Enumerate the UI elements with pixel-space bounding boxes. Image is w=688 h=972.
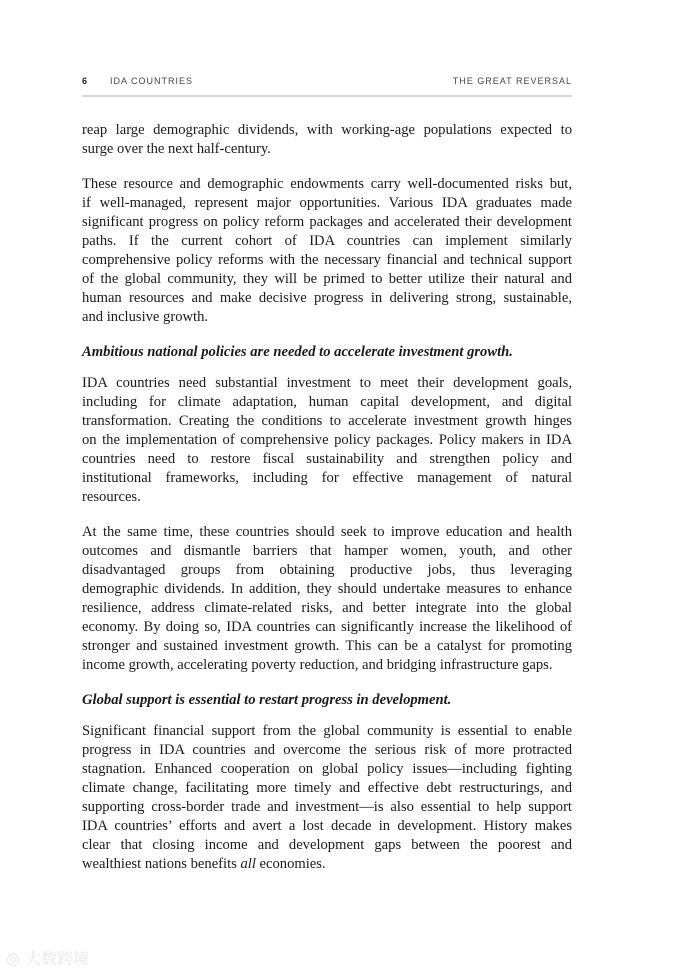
paragraph [82,121,572,159]
watermark [6,946,89,969]
section-heading: Global support is essential to restart progress in development. [82,692,452,708]
paragraph [82,374,572,507]
text-line: These resource and demographic endowments carry well-documented risks but, [82,176,572,192]
text-line: transformation. Creating the conditions to accelerate investment growth hinges [82,413,572,429]
text-line: IDA countries’ efforts and avert a lost decade in development. History makes [82,818,572,834]
text-line: stagnation. Enhanced cooperation on global policy issues—including fighting [82,761,572,777]
text-line: progress in IDA countries and overcome the serious risk of more protracted [82,742,572,758]
text-line: demographic dividends. In addition, they should undertake measures to enhance [82,581,572,597]
text-line: disadvantaged groups from obtaining productive jobs, thus leveraging [82,562,572,578]
text-line: income growth, accelerating poverty reduction, and bridging infrastructure gaps. [82,657,553,673]
text-line [82,855,572,874]
text-line: outcomes and dismantle barriers that hamper women, youth, and other [82,543,572,559]
text-line: reap large demographic dividends, with working-age populations expected to [82,122,572,138]
text-line: paths. If the current cohort of IDA countries can implement similarly [82,233,572,249]
text-line: resilience, address climate-related risks, and better integrate into the global [82,600,572,616]
text-line: on the implementation of comprehensive policy packages. Policy makers in IDA [82,432,572,448]
running-header [82,76,572,88]
watermark-logo-icon: ◎ [6,949,20,968]
text-line: institutional frameworks, including for effective management of natural [82,470,572,486]
emphasis-text: all [240,856,256,872]
text-fragment: wealthiest nations benefits [82,856,241,872]
text-line: IDA countries need substantial investment to meet their development goals, [82,375,572,391]
text-line: resources. [82,489,141,505]
text-line: significant progress on policy reform packages and accelerated their development [82,214,572,230]
text-line: and inclusive growth. [82,309,209,325]
text-line: supporting cross-border trade and investment—is also essential to help support [82,799,572,815]
text-line: At the same time, these countries should seek to improve education and health [82,524,572,540]
text-line: countries need to restore fiscal sustainability and strengthen policy and [82,451,572,467]
text-line: of the global community, they will be primed to better utilize their natural and [82,271,572,287]
text-line: stronger and sustained investment growth. This can be a catalyst for promoting [82,638,572,654]
text-line: comprehensive policy reforms with the necessary financial and technical support [82,252,572,268]
watermark-text: 大数跨境 [25,949,90,968]
text-line: clear that closing income and development gaps between the poorest and [82,837,572,853]
text-line: Significant financial support from the global community is essential to enable [82,723,572,739]
text-line: if well-managed, represent major opportunities. Various IDA graduates made [82,195,572,211]
text-line: climate change, facilitating more timely and effective debt restructurings, and [82,780,572,796]
text-fragment: economies. [255,856,326,872]
text-line: including for climate adaptation, human capital development, and digital [82,394,572,410]
paragraph [82,722,572,874]
section-heading: Ambitious national policies are needed to accelerate investment growth. [82,344,513,360]
section-label: IDA COUNTRIES [110,76,194,86]
text-line: human resources and make decisive progress in delivering strong, sustainable, [82,290,572,306]
header-rule [82,95,572,97]
page-number: 6 [82,76,89,86]
paragraph [82,175,572,327]
text-line: surge over the next half-century. [82,141,271,157]
report-title: THE GREAT REVERSAL [452,76,572,86]
body-text [82,121,572,890]
text-line: economy. By doing so, IDA countries can significantly increase the likelihood of [82,619,572,635]
paragraph [82,523,572,675]
